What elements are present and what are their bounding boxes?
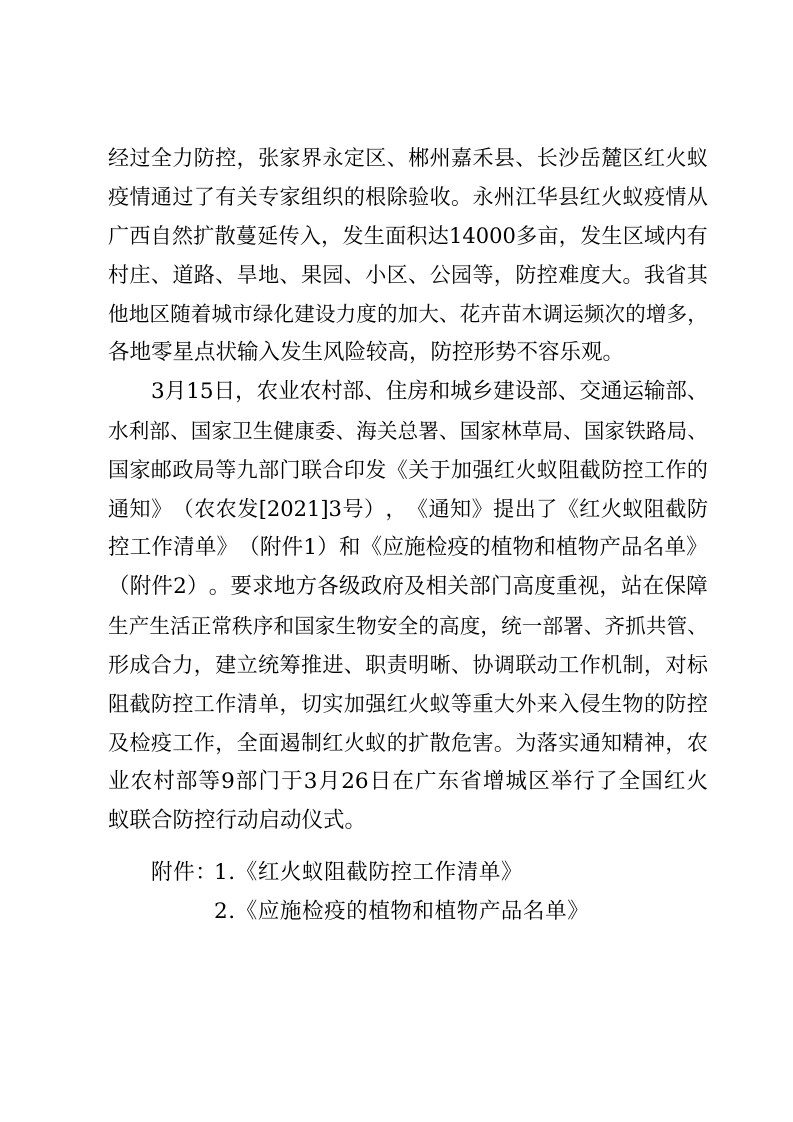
paragraph-2-line-7: 生 产 生 活 正 常 秩 序 和 国 家 生 物 安 全 的 高 度 ， 统 一 部 署 、 齐 抓 共 管 、 [108, 614, 708, 638]
attachments-label: 附件： [151, 860, 218, 885]
attachment-item-1: 1.《红火蚁阻截防控工作清单》 [214, 860, 524, 885]
paragraph-2-line-12: 蚁联合防控行动启动仪式。 [108, 808, 367, 833]
paragraph-1-line-3: 广 西 自 然 扩 散 蔓 延 传 入 ， 发 生 面 积 达 14000 多 亩 ， 发 生 区 域 内 有 [108, 224, 708, 248]
paragraph-2-line-5: 控 工 作 清 单 》 （ 附 件 1 ） 和 《 应 施 检 疫 的 植 物 和 植 物 产 品 名 单 》 [108, 535, 708, 560]
paragraph-2-line-2: 水 利 部 、 国 家 卫 生 健 康 委 、 海 关 总 署 、 国 家 林 草 局 、 国 家 铁 路 局 、 [108, 419, 708, 443]
paragraph-2-line-6: （ 附 件 2 ） 。 要 求 地 方 各 级 政 府 及 相 关 部 门 高 度 重 视 ， 站 在 保 障 [108, 574, 708, 599]
paragraph-1-line-6: 各地零星点状输入发生风险较高，防控形势不容乐观。 [108, 340, 625, 365]
paragraph-1-line-5: 他 地 区 随 着 城 市 绿 化 建 设 力 度 的 加 大 、 花 卉 苗 木 调 运 频 次 的 增 多 ， [108, 302, 708, 326]
paragraph-1-line-1: 经 过 全 力 防 控 ， 张 家 界 永 定 区 、 郴 州 嘉 禾 县 、 长 沙 岳 麓 区 红 火 蚁 [108, 146, 708, 170]
paragraph-2-line-10: 及 检 疫 工 作 ， 全 面 遏 制 红 火 蚁 的 扩 散 危 害 。 为 落 实 通 知 精 神 ， 农 [108, 731, 708, 755]
attachment-item-2: 2.《应施检疫的植物和植物产品名单》 [214, 899, 590, 924]
paragraph-2-line-11: 业 农 村 部 等 9 部 门 于 3 月 26 日 在 广 东 省 增 城 区 举 行 了 全 国 红 火 [108, 769, 708, 794]
paragraph-2-line-9: 阻 截 防 控 工 作 清 单 ， 切 实 加 强 红 火 蚁 等 重 大 外 来 入 侵 生 物 的 防 控 [108, 692, 708, 716]
paragraph-1-line-2: 疫 情 通 过 了 有 关 专 家 组 织 的 根 除 验 收 。 永 州 江 华 县 红 火 蚁 疫 情 从 [108, 185, 708, 209]
paragraph-2-line-8: 形 成 合 力 ， 建 立 统 筹 推 进 、 职 责 明 晰 、 协 调 联 动 工 作 机 制 ， 对 标 [108, 653, 708, 677]
paragraph-2-line-3: 国 家 邮 政 局 等 九 部 门 联 合 印 发 《 关 于 加 强 红 火 蚁 阻 截 防 控 工 作 的 [108, 458, 708, 482]
paragraph-2-line-1: 3 月 15 日 ， 农 业 农 村 部 、 住 房 和 城 乡 建 设 部 、 交 通 运 输 部 、 [151, 379, 709, 404]
paragraph-1-line-4: 村 庄 、 道 路 、 旱 地 、 果 园 、 小 区 、 公 园 等 ， 防 控 难 度 大 。 我 省 其 [108, 263, 708, 287]
paragraph-2-line-4: 通 知 》 （ 农 农 发 [2021]3 号 ） ， 《 通 知 》 提 出 了 《 红 火 蚁 阻 截 防 [108, 497, 708, 521]
